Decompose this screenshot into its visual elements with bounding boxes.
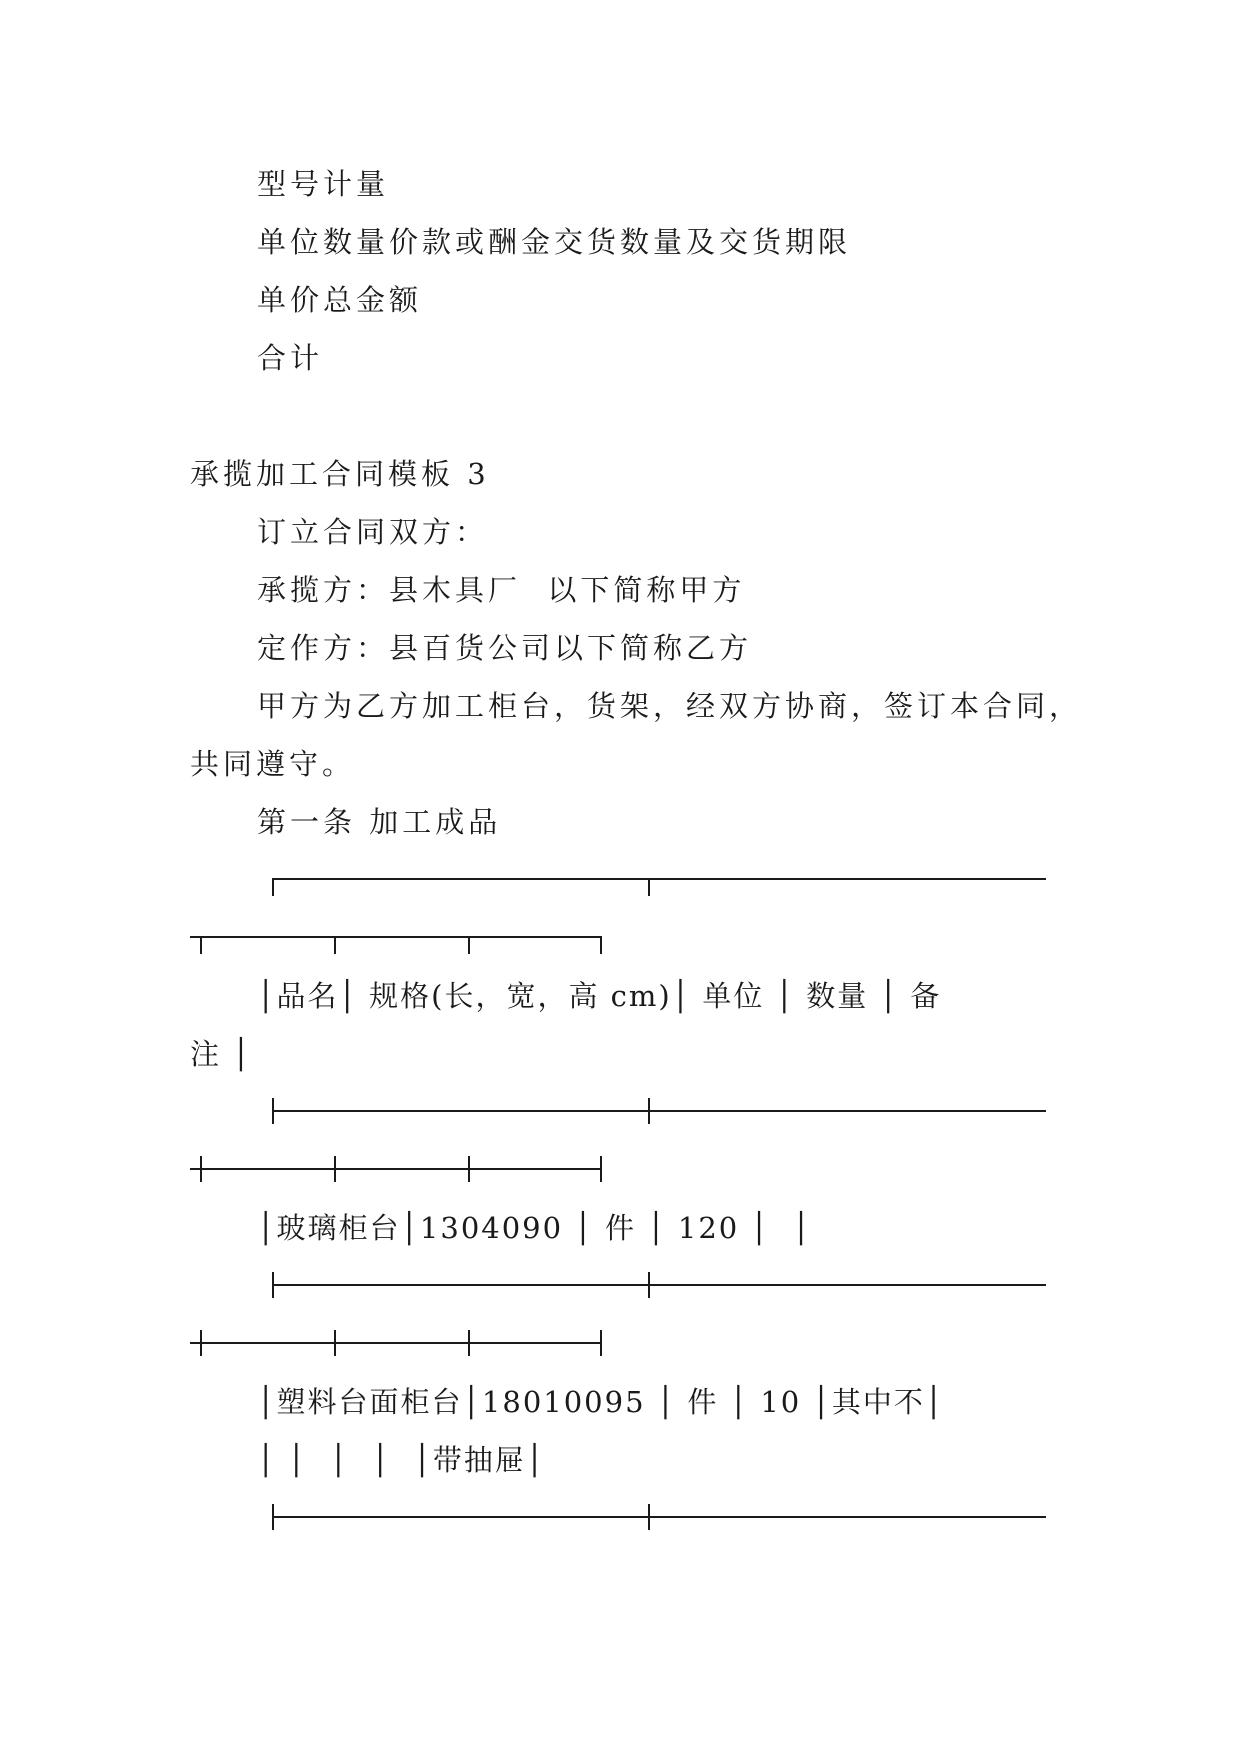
text-line: 订立合同双方： xyxy=(257,515,489,549)
text-line: 单位数量价款或酬金交货数量及交货期限 xyxy=(257,225,852,259)
text-line: 承揽方：县木具厂 以下简称甲方 xyxy=(257,573,746,607)
section-title: 承揽加工合同模板 3 xyxy=(190,457,490,491)
text-line: 单价总金额 xyxy=(257,283,423,317)
text-line: 甲方为乙方加工柜台，货架，经双方协商，签订本合同， xyxy=(257,689,1083,723)
table-header-row-wrap: 注 │ xyxy=(190,1037,252,1071)
table-row: │玻璃柜台│1304090 │ 件 │ 120 │ │ xyxy=(257,1211,812,1245)
table-header-row: │品名│ 规格(长，宽，高 cm)│ 单位 │ 数量 │ 备 xyxy=(257,979,942,1013)
article-heading: 第一条 加工成品 xyxy=(257,805,502,839)
table-row: │塑料台面柜台│18010095 │ 件 │ 10 │其中不│ xyxy=(257,1385,945,1419)
text-line: 定作方：县百货公司以下简称乙方 xyxy=(257,631,753,665)
text-line: 合计 xyxy=(257,341,324,375)
table-row-continued: │ │ │ │ │带抽屉│ xyxy=(257,1443,546,1477)
text-line: 共同遵守。 xyxy=(190,747,356,781)
text-line: 型号计量 xyxy=(257,167,390,201)
